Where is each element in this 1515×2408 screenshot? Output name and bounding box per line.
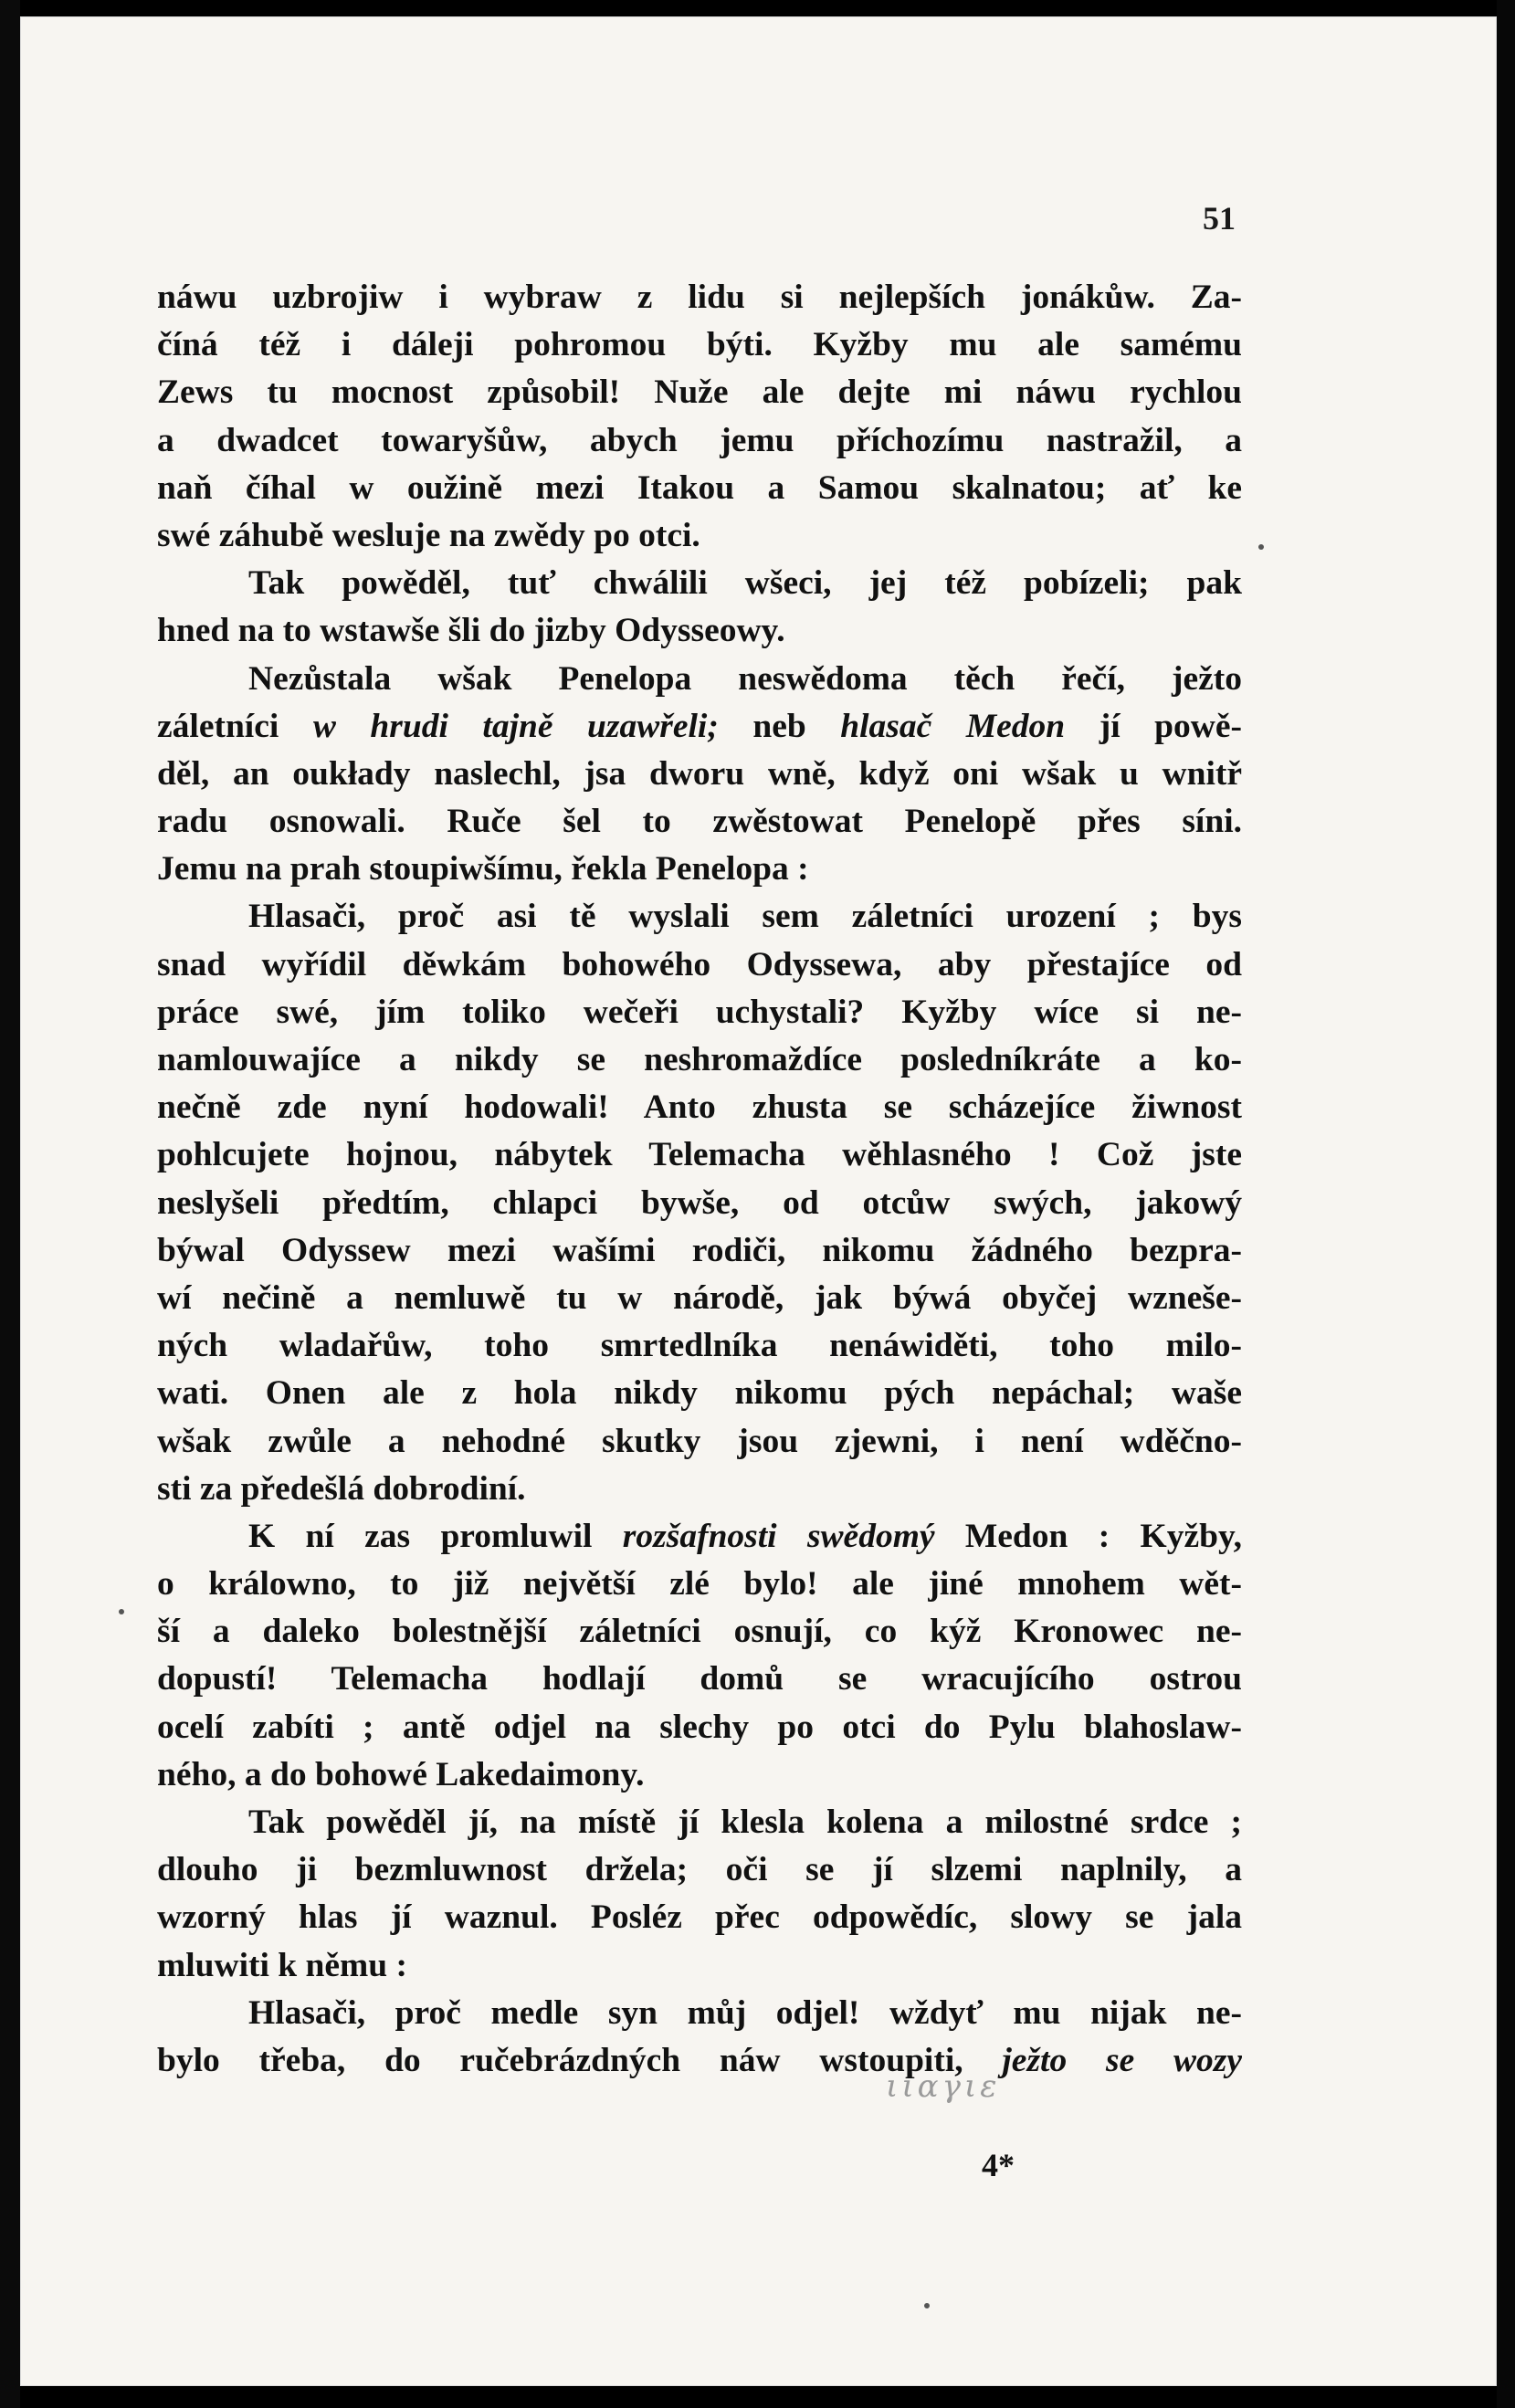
- text-line: dlouho ji bezmluwnost držela; oči se jí slzemi naplnily, a: [157, 1851, 1242, 1889]
- italic-run: w hrudi tajně uzawřeli;: [312, 707, 719, 745]
- text-run: jí powě-: [1065, 707, 1242, 745]
- text-line: wí nečině a nemluwě tu w národě, jak býwá obyčej wzneše-: [157, 1278, 1242, 1317]
- text-run: Medon : Kyžby,: [934, 1517, 1242, 1555]
- text-run: K ní zas promluwil: [248, 1517, 623, 1555]
- text-line: radu osnowali. Ruče šel to zwěstowat Penelopě přes síni.: [157, 803, 1242, 841]
- text-run: neb: [718, 707, 841, 745]
- ink-speck: [119, 1609, 124, 1614]
- text-line: býwal Odyssew mezi wašími rodiči, nikomu žádného bezpra-: [157, 1231, 1242, 1269]
- text-line: ší a daleko bolestnější záletníci osnují, co kýž Kronowec ne-: [157, 1613, 1242, 1651]
- text-line: mluwiti k němu :: [157, 1946, 407, 1984]
- text-line: Tak powěděl, tuť chwálili wšeci, jej též pobízeli; pak: [248, 564, 1242, 603]
- text-line: děl, an oukłady naslechl, jsa dworu wně, když oni wšak u wnitř: [157, 754, 1242, 793]
- text-line: namlouwajíce a nikdy se neshromaždíce posledníkráte a ko-: [157, 1041, 1242, 1078]
- text-line: o králowno, to již největší zlé bylo! ale jiné mnohem wět-: [157, 1565, 1242, 1604]
- italic-run: hlasač Medon: [840, 707, 1066, 745]
- text-line: wati. Onen ale z hola nikdy nikomu pých nepáchal; waše: [157, 1374, 1242, 1413]
- text-line: hned na to wstawše šli do jizby Odysseowy.: [157, 612, 785, 650]
- body-text: [157, 274, 1242, 2085]
- text-line: swé záhubě wesluje na zwědy po otci.: [157, 516, 700, 554]
- text-line: dopustí! Telemacha hodlají domů se wracujícího ostrou: [157, 1660, 1242, 1698]
- text-line: Hlasači, proč medle syn můj odjel! wždyť mu nijak ne-: [248, 1993, 1242, 2032]
- scan-right-border: [1497, 0, 1515, 2408]
- italic-run: rozšafnosti swědomý: [622, 1517, 935, 1555]
- text-line-mixed: [157, 1513, 1242, 1561]
- text-line: a dwadcet towaryšůw, abych jemu příchozímu nastražil, a: [157, 421, 1242, 459]
- text-line: Jemu na prah stoupiwšímu, řekla Penelopa :: [157, 850, 809, 889]
- text-line: nečně zde nyní hodowali! Anto zhusta se scházejíce žiwnost: [157, 1088, 1242, 1127]
- text-line-mixed: [157, 2037, 1242, 2085]
- text-line: sti za předešlá dobrodiní.: [157, 1469, 526, 1508]
- italic-run: ježto se wozy: [1002, 2041, 1242, 2079]
- text-line: snad wyřídil děwkám bohowého Odyssewa, aby přestajíce od: [157, 945, 1242, 983]
- text-line: ných wladařůw, toho smrtedlníka nenáwiděti, toho milo-: [157, 1327, 1242, 1365]
- ink-speck: [1258, 544, 1264, 550]
- text-line: číná též i dáleji pohromou býti. Kyžby mu ale samému: [157, 326, 1242, 364]
- ink-speck: [924, 2303, 930, 2308]
- text-line: ného, a do bohowé Lakedaimony.: [157, 1755, 645, 1793]
- text-run: bylo třeba, do ručebrázdných náw wstoupiti,: [157, 2041, 1003, 2079]
- page-number: 51: [1203, 200, 1236, 237]
- text-line: Zews tu mocnost způsobil! Nuže ale dejte mi náwu rychlou: [157, 373, 1242, 412]
- text-line: Nezůstala wšak Penelopa neswědoma těch řečí, ježto: [248, 659, 1242, 698]
- signature-mark: 4*: [982, 2147, 1015, 2183]
- text-line: neslyšeli předtím, chlapci bywše, od otcůw swých, jakowý: [157, 1183, 1242, 1222]
- text-line-mixed: [157, 703, 1242, 751]
- text-line: wzorný hlas jí waznul. Posléz přec odpowědíc, slowy se jala: [157, 1898, 1242, 1937]
- text-line: náwu uzbrojiw i wybraw z lidu si nejlepších jonákůw. Za-: [157, 279, 1242, 316]
- text-line: Hlasači, proč asi tě wyslali sem záletníci urození ; bys: [248, 898, 1242, 936]
- text-line: wšak zwůle a nehodné skutky jsou zjewni, i není wděčno-: [157, 1422, 1242, 1460]
- text-line: Tak powěděl jí, na místě jí klesla kolena a milostné srdce ;: [248, 1803, 1242, 1841]
- text-line: práce swé, jím toliko wečeři uchystali? Kyžby wíce si ne-: [157, 993, 1242, 1031]
- text-line: pohlcujete hojnou, nábytek Telemacha wěhlasného ! Což jste: [157, 1136, 1242, 1174]
- text-line: naň číhal w oužině mezi Itakou a Samou skalnatou; ať ke: [157, 468, 1242, 507]
- pencil-annotation: ιιαγιε: [886, 2068, 1001, 2105]
- text-run: záletníci: [157, 707, 313, 745]
- scan-left-border: [0, 0, 20, 2408]
- text-line: ocelí zabíti ; antě odjel na slechy po otci do Pylu blahoslaw-: [157, 1708, 1242, 1746]
